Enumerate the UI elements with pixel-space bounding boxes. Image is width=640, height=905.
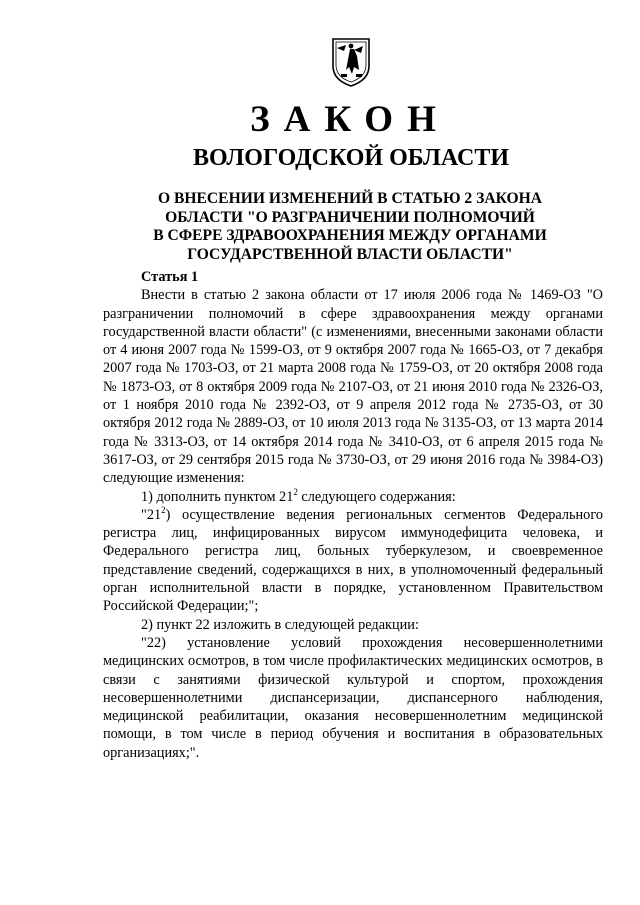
clause-text: ) осуществление ведения региональных сегментов Федерального регистра лиц, инфицированных вирусом иммунодефицита человека, и Федерального регистра лиц, больных туберкулезом, и своевременное представление сведений, содержащихся в них, в уполномоченный федеральный орган исполнительной власти в порядке, установленном Правительством Российской Федерации;"; [103,506,603,615]
article-intro-paragraph: Внести в статью 2 закона области от 17 июля 2006 года № 1469-ОЗ "О разграничении полномочий в сфере здравоохранения между органами государственной власти области" (с изменениями, внесенными законами области от 4 июня 2007 года № 1599-ОЗ, от 9 октября 2007 года № 1665-ОЗ, от 7 декабря 2007 года № 1703-ОЗ, от 21 марта 2008 года № 1759-ОЗ, от 20 октября 2008 года № 1873-ОЗ, от 8 октября 2009 года № 2107-ОЗ, от 21 июня 2010 года № 2326-ОЗ, от 1 ноября 2010 года № 2392-ОЗ, от 9 апреля 2012 года № 2735-ОЗ, от 30 октября 2012 года № 2889-ОЗ, от 10 июля 2013 года № 3135-ОЗ, от 13 марта 2014 года № 3313-ОЗ, от 14 октября 2014 года № 3410-ОЗ, от 6 апреля 2015 года № 3617-ОЗ, от 29 сентября 2015 года № 3730-ОЗ, от 29 июня 2016 года № 3984-ОЗ) следующие изменения: [103,287,603,487]
clause-superscript: 2 [161,504,166,515]
law-title: ЗАКОН [250,99,450,140]
article-heading: Статья 1 [141,269,199,285]
quoted-clause-21-2 [103,506,603,616]
subject-line: ОБЛАСТИ "О РАЗГРАНИЧЕНИИ ПОЛНОМОЧИЙ [165,208,535,226]
quoted-clause-22: "22) установление условий прохождения несовершеннолетними медицинских осмотров, в том числе профилактических медицинских осмотров, в связи с занятиями физической культурой и спортом, прохождения несовершеннолетними диспансеризации, диспансерного наблюдения, медицинской реабилитации, оказания несовершеннолетним медицинской помощи, в том числе в период обучения и воспитания в образовательных организациях;". [103,634,603,761]
subject-line: ГОСУДАРСТВЕННОЙ ВЛАСТИ ОБЛАСТИ" [187,245,513,263]
subject-line: О ВНЕСЕНИИ ИЗМЕНЕНИЙ В СТАТЬЮ 2 ЗАКОНА [157,190,543,207]
amendment-item-1 [103,488,603,506]
region-name: ВОЛОГОДСКОЙ ОБЛАСТИ [192,145,510,171]
article-body [103,268,603,762]
amendment-item-2: 2) пункт 22 изложить в следующей редакции: [141,616,419,633]
subject-line: В СФЕРЕ ЗДРАВООХРАНЕНИЯ МЕЖДУ ОРГАНАМИ [153,227,547,244]
item-1-text-end: следующего содержания: [297,488,456,505]
law-subject [120,190,580,264]
item-1-superscript: 2 [293,486,298,497]
item-1-text: 1) дополнить пунктом 21 [141,488,294,505]
coat-of-arms-shield-icon [330,36,372,88]
clause-number: "21 [141,506,162,523]
coat-of-arms-icon [330,36,372,88]
